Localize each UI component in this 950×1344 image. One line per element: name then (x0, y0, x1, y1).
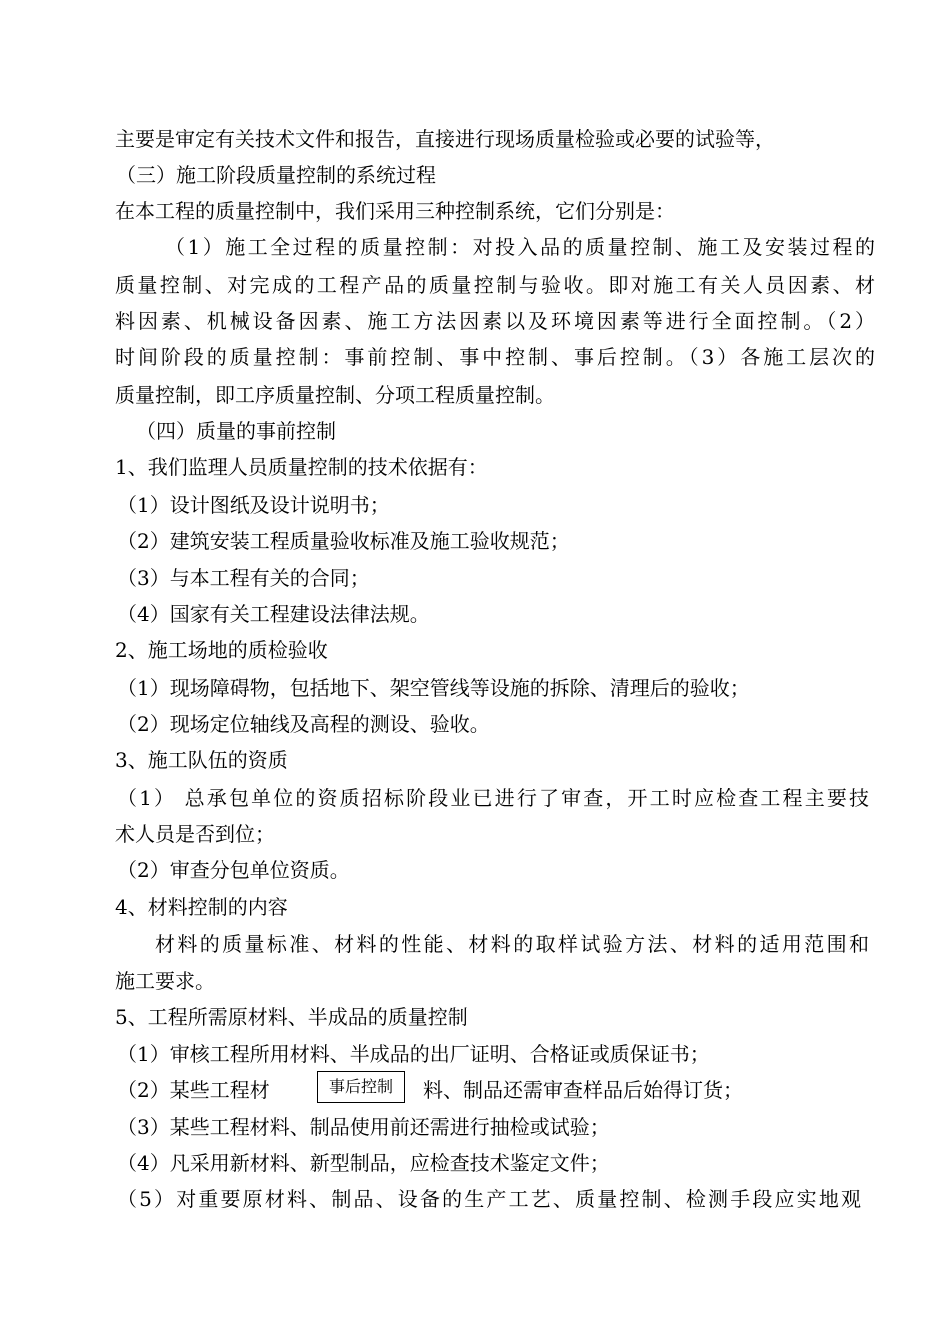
paragraph-line: 在本工程的质量控制中，我们采用三种控制系统，它们分别是： (115, 199, 675, 223)
list-item: （1）现场障碍物，包括地下、架空管线等设施的拆除、清理后的验收； (117, 676, 750, 700)
section-heading: （四）质量的事前控制 (136, 419, 336, 443)
paragraph-line: 质量控制、对完成的工程产品的质量控制与验收。即对施工有关人员因素、材 (115, 273, 875, 297)
list-item-part-before: （2）某些工程材 (117, 1078, 270, 1102)
list-item: （2）现场定位轴线及高程的测设、验收。 (117, 712, 490, 736)
list-item: （3）与本工程有关的合同； (117, 566, 370, 590)
list-item: （3）某些工程材料、制品使用前还需进行抽检或试验； (117, 1115, 610, 1139)
list-item: （1）审核工程所用材料、半成品的出厂证明、合格证或质保证书； (117, 1042, 710, 1066)
list-item: （1）设计图纸及设计说明书； (117, 493, 390, 517)
paragraph-line: 料因素、机械设备因素、施工方法因素以及环境因素等进行全面控制。（2） (115, 309, 875, 333)
paragraph-line: 施工要求。 (115, 969, 215, 993)
list-item: （5）对重要原材料、制品、设备的生产工艺、质量控制、检测手段应实地观 (117, 1187, 861, 1211)
list-item: （4）凡采用新材料、新型制品，应检查技术鉴定文件； (117, 1151, 610, 1175)
paragraph-line: 主要是审定有关技术文件和报告，直接进行现场质量检验或必要的试验等， (115, 127, 775, 151)
list-item: （2）审查分包单位资质。 (117, 858, 350, 882)
list-heading: 1、我们监理人员质量控制的技术依据有： (115, 455, 488, 479)
list-item: （4）国家有关工程建设法律法规。 (117, 602, 430, 626)
list-heading: 5、工程所需原材料、半成品的质量控制 (115, 1005, 468, 1029)
stamp-box: 事后控制 (317, 1071, 405, 1103)
paragraph-line: 材料的质量标准、材料的性能、材料的取样试验方法、材料的适用范围和 (155, 932, 869, 956)
list-heading: 4、材料控制的内容 (115, 895, 288, 919)
list-item: （1） 总承包单位的资质招标阶段业已进行了审查，开工时应检查工程主要技 (117, 786, 869, 810)
paragraph-line: 时间阶段的质量控制：事前控制、事中控制、事后控制。（3）各施工层次的 (115, 345, 875, 369)
list-heading: 3、施工队伍的资质 (115, 748, 288, 772)
list-item-part-after: 料、制品还需审查样品后始得订货； (423, 1078, 743, 1102)
paragraph-line: （1）施工全过程的质量控制：对投入品的质量控制、施工及安装过程的 (165, 235, 875, 259)
section-heading: （三）施工阶段质量控制的系统过程 (116, 163, 436, 187)
list-item: （2）建筑安装工程质量验收标准及施工验收规范； (117, 529, 570, 553)
list-heading: 2、施工场地的质检验收 (115, 638, 328, 662)
list-item-continuation: 术人员是否到位； (115, 822, 275, 846)
paragraph-line: 质量控制，即工序质量控制、分项工程质量控制。 (115, 383, 555, 407)
